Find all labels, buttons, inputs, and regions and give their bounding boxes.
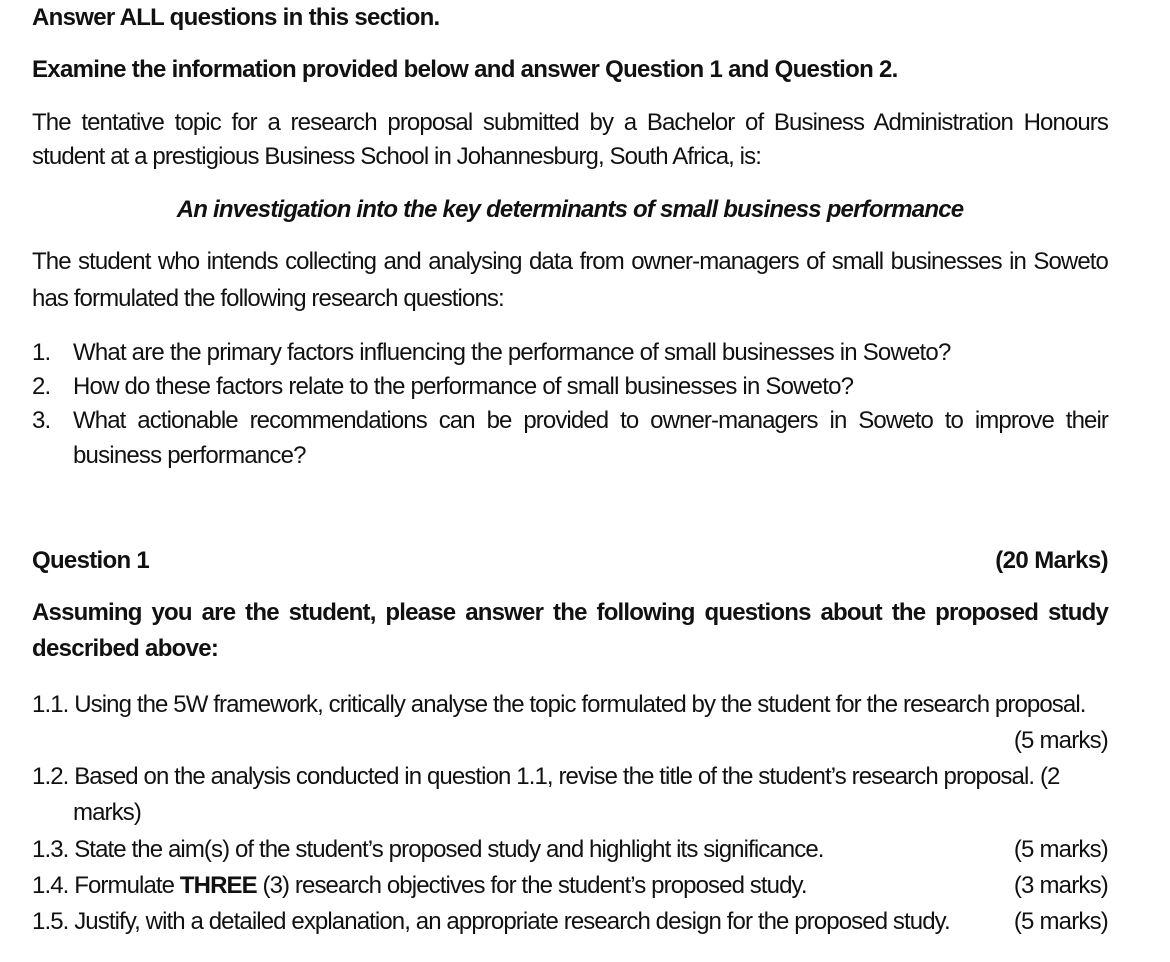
question-item-1-1-marks: (5 marks) (1013, 727, 1108, 754)
intro-line-1: The tentative topic for a research proposal submitted by a Bachelor of Business Administration Honours (32, 109, 1108, 136)
instruction-answer-all: Answer ALL questions in this section. (32, 4, 440, 31)
question-item-1-4-pre: 1.4. Formulate (32, 872, 180, 899)
question-item-1-5: 1.5. Justify, with a detailed explanation, an appropriate research design for the proposed study. (32, 908, 950, 935)
question-item-1-1: 1.1. Using the 5W framework, critically analyse the topic formulated by the student for the research proposal. (32, 691, 1086, 718)
context-line-1: The student who intends collecting and analysing data from owner-managers of small businesses in Soweto (32, 248, 1108, 275)
intro-line-2: student at a prestigious Business School in Johannesburg, South Africa, is: (32, 143, 761, 170)
question-item-1-4-post: (3) research objectives for the student’s proposed study. (256, 872, 807, 899)
list-item-number: 3. (32, 407, 51, 434)
question-1-marks: (20 Marks) (995, 547, 1108, 574)
list-item-text-continued: business performance? (73, 442, 306, 469)
question-1-prompt-line-2: described above: (32, 635, 219, 662)
list-item-number: 1. (32, 339, 51, 366)
list-item-text: How do these factors relate to the performance of small businesses in Soweto? (73, 373, 854, 400)
question-item-1-4 (32, 869, 807, 903)
question-item-1-2: 1.2. Based on the analysis conducted in question 1.1, revise the title of the student’s research proposal. (2 (32, 763, 1060, 790)
question-item-1-3-marks: (5 marks) (1013, 836, 1108, 863)
question-item-1-5-marks: (5 marks) (1013, 908, 1108, 935)
list-item-number: 2. (32, 373, 51, 400)
list-item-text: What are the primary factors influencing the performance of small businesses in Soweto? (73, 339, 951, 366)
instruction-examine: Examine the information provided below and answer Question 1 and Question 2. (32, 56, 898, 83)
question-1-prompt-line-1: Assuming you are the student, please answer the following questions about the proposed study (32, 599, 1108, 626)
question-item-1-3: 1.3. State the aim(s) of the student’s proposed study and highlight its significance. (32, 836, 824, 863)
question-item-1-4-marks: (3 marks) (1013, 872, 1108, 899)
question-item-1-4-emphasis: THREE (179, 872, 257, 899)
research-topic: An investigation into the key determinants of small business performance (176, 196, 964, 223)
question-1-title: Question 1 (32, 547, 150, 574)
context-line-2: has formulated the following research questions: (32, 285, 504, 312)
list-item-text: What actionable recommendations can be provided to owner-managers in Soweto to improve their (73, 407, 1108, 434)
question-item-1-2-continued: marks) (73, 799, 141, 826)
